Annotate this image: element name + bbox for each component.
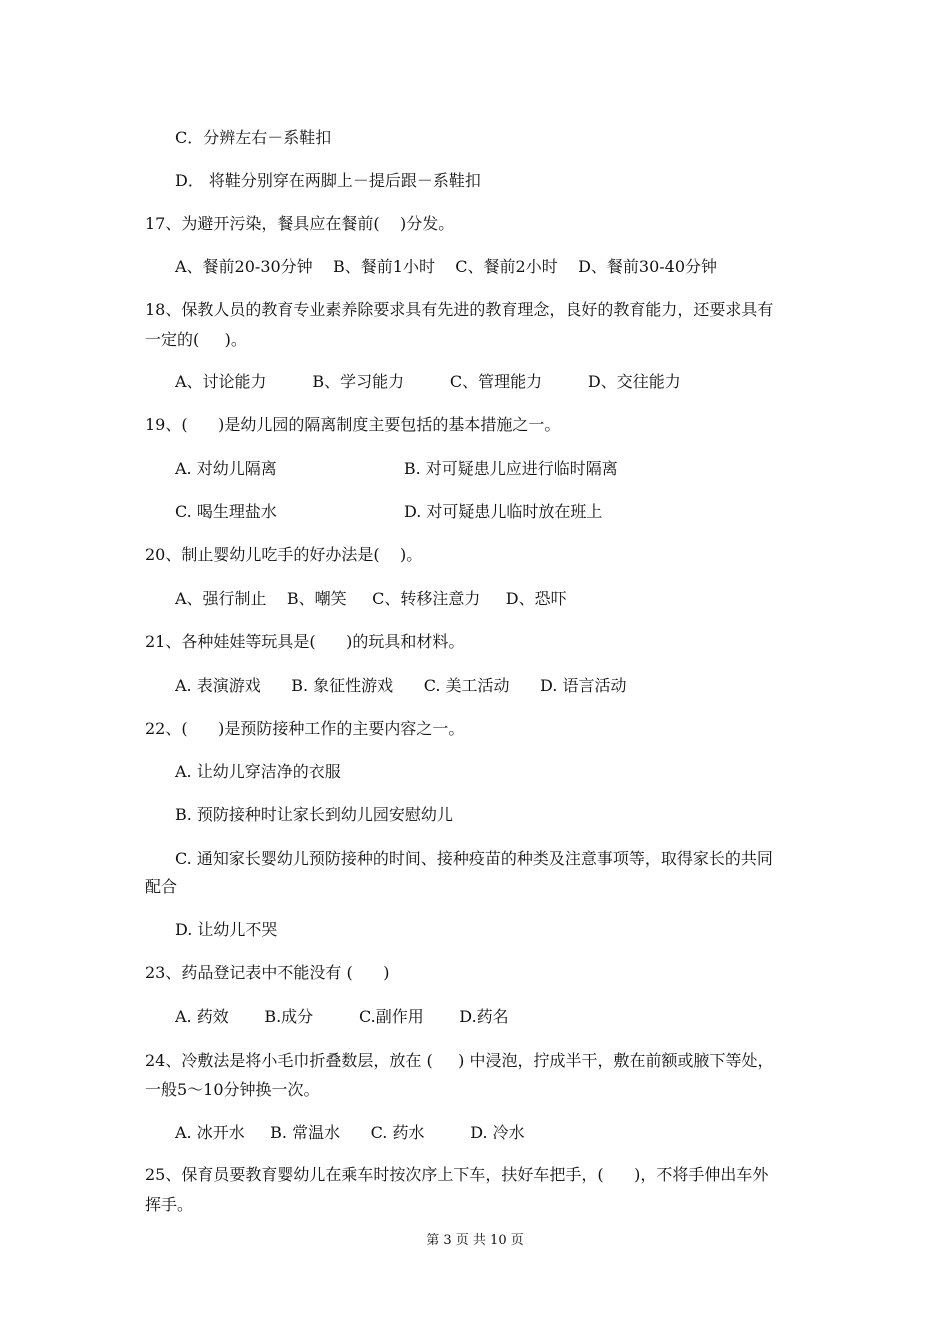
- q19-options-ab: A. 对幼儿隔离 B. 对可疑患儿应进行临时隔离: [175, 459, 618, 478]
- question-22: 22、( )是预防接种工作的主要内容之一。: [145, 719, 465, 738]
- q16-option-d: D． 将鞋分别穿在两脚上－提后跟－系鞋扣: [175, 171, 481, 190]
- q24-options: A. 冰开水 B. 常温水 C. 药水 D. 冷水: [175, 1123, 525, 1142]
- q22-option-c-line-2: 配合: [145, 877, 178, 896]
- q22-option-a: A. 让幼儿穿洁净的衣服: [175, 762, 341, 781]
- q20-options: A、强行制止 B、嘲笑 C、转移注意力 D、恐吓: [175, 589, 567, 608]
- q19-options-cd: C. 喝生理盐水 D. 对可疑患儿临时放在班上: [175, 502, 603, 521]
- q22-option-c-line-1: C. 通知家长婴幼儿预防接种的时间、接种疫苗的种类及注意事项等，取得家长的共同: [175, 849, 773, 868]
- page-footer: 第 3 页 共 10 页: [426, 1233, 524, 1248]
- question-18-line-1: 18、保教人员的教育专业素养除要求具有先进的教育理念，良好的教育能力，还要求具有: [145, 300, 774, 319]
- question-25-line-2: 挥手。: [145, 1195, 194, 1214]
- q22-option-b: B. 预防接种时让家长到幼儿园安慰幼儿: [175, 805, 453, 824]
- q17-options: A、餐前20-30分钟 B、餐前1小时 C、餐前2小时 D、餐前30-40分钟: [175, 257, 718, 276]
- question-24-line-2: 一般5～10分钟换一次。: [145, 1080, 320, 1099]
- question-23: 23、药品登记表中不能没有 ( ): [145, 963, 390, 982]
- question-18-line-2: 一定的( )。: [145, 330, 247, 349]
- question-21: 21、各种娃娃等玩具是( )的玩具和材料。: [145, 632, 465, 651]
- question-24-line-1: 24、冷敷法是将小毛巾折叠数层，放在 ( ) 中浸泡，拧成半干，敷在前额或腋下等处，: [145, 1051, 774, 1070]
- question-20: 20、制止婴幼儿吃手的好办法是( )。: [145, 545, 423, 564]
- q16-option-c: C．分辨左右－系鞋扣: [175, 128, 332, 147]
- question-17: 17、为避开污染，餐具应在餐前( )分发。: [145, 214, 455, 233]
- q21-options: A. 表演游戏 B. 象征性游戏 C. 美工活动 D. 语言活动: [175, 676, 627, 695]
- q18-options: A、讨论能力 B、学习能力 C、管理能力 D、交往能力: [175, 372, 681, 391]
- q22-option-d: D. 让幼儿不哭: [175, 920, 278, 939]
- q23-options: A. 药效 B.成分 C.副作用 D.药名: [175, 1007, 509, 1026]
- question-19: 19、( )是幼儿园的隔离制度主要包括的基本措施之一。: [145, 415, 561, 434]
- question-25-line-1: 25、保育员要教育婴幼儿在乘车时按次序上下车，扶好车把手，( )，不将手伸出车外: [145, 1165, 769, 1184]
